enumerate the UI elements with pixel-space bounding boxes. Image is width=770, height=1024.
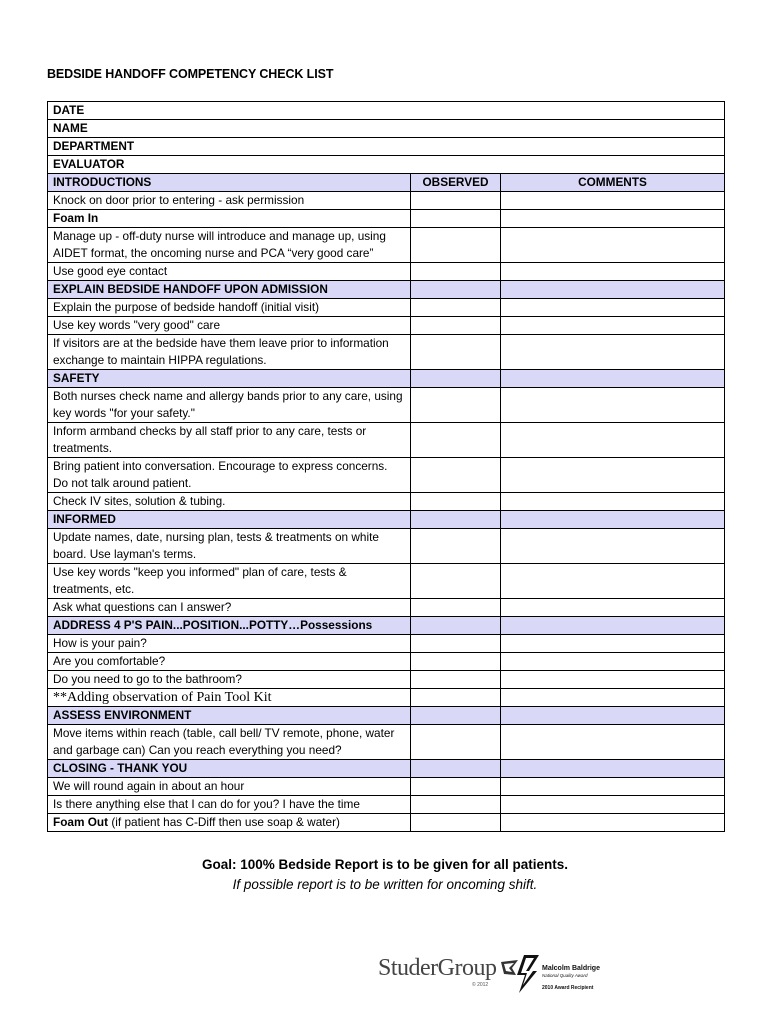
checklist-item-row (48, 423, 725, 458)
observed-header-empty (411, 617, 501, 635)
comments-cell[interactable] (501, 299, 725, 317)
info-row (48, 102, 725, 120)
comments-cell[interactable] (501, 689, 725, 707)
comments-cell[interactable] (501, 263, 725, 281)
checklist-item (48, 796, 411, 814)
comments-header-empty (501, 511, 725, 529)
item-bold-text: Foam Out (53, 815, 109, 829)
section-heading: INTRODUCTIONS (48, 174, 411, 192)
observed-cell[interactable] (411, 458, 501, 493)
observed-header-empty (411, 707, 501, 725)
section-header-row (48, 281, 725, 299)
observed-header: OBSERVED (411, 174, 501, 192)
observed-cell[interactable] (411, 299, 501, 317)
checklist-item-row (48, 564, 725, 599)
item-text: (if patient has C-Diff then use soap & water) (108, 815, 340, 829)
observed-cell[interactable] (411, 635, 501, 653)
comments-cell[interactable] (501, 778, 725, 796)
checklist-item-row (48, 814, 725, 832)
studer-group-logo: StuderGroup (378, 955, 497, 981)
observed-header-empty (411, 281, 501, 299)
checklist-item (48, 671, 411, 689)
checklist-item-row (48, 299, 725, 317)
observed-cell[interactable] (411, 778, 501, 796)
comments-cell[interactable] (501, 599, 725, 617)
info-field-label: EVALUATOR (48, 156, 725, 174)
item-text: Explain the purpose of bedside handoff (initial visit) (53, 300, 320, 314)
item-text: Knock on door prior to entering - ask permission (53, 193, 305, 207)
section-heading: ADDRESS 4 P'S PAIN...POSITION...POTTY…Possessions (48, 617, 411, 635)
checklist-item-row (48, 458, 725, 493)
checklist-item (48, 458, 411, 493)
checklist-item-row (48, 210, 725, 228)
section-heading: SAFETY (48, 370, 411, 388)
comments-header-empty (501, 707, 725, 725)
award-subtitle: National Quality Award (542, 973, 588, 978)
comments-cell[interactable] (501, 388, 725, 423)
comments-cell[interactable] (501, 671, 725, 689)
checklist-body (48, 102, 725, 832)
observed-cell[interactable] (411, 689, 501, 707)
item-text: Check IV sites, solution & tubing. (53, 494, 226, 508)
checklist-item (48, 299, 411, 317)
item-text: Both nurses check name and allergy bands prior to any care, using key words "for your safety." (53, 389, 403, 420)
observed-cell[interactable] (411, 725, 501, 760)
checklist-item (48, 335, 411, 370)
checklist-item (48, 635, 411, 653)
checklist-item (48, 564, 411, 599)
checklist-item-row (48, 599, 725, 617)
observed-cell[interactable] (411, 423, 501, 458)
comments-cell[interactable] (501, 192, 725, 210)
comments-cell[interactable] (501, 725, 725, 760)
checklist-table (47, 101, 725, 832)
baldrige-award-icon (515, 955, 539, 993)
observed-cell[interactable] (411, 814, 501, 832)
info-row (48, 138, 725, 156)
checklist-item (48, 653, 411, 671)
observed-cell[interactable] (411, 564, 501, 599)
observed-cell[interactable] (411, 192, 501, 210)
comments-cell[interactable] (501, 228, 725, 263)
checklist-item-row (48, 529, 725, 564)
checklist-item (48, 388, 411, 423)
goal-substatement: If possible report is to be written for oncoming shift. (232, 877, 538, 892)
info-field-label: NAME (48, 120, 725, 138)
award-year: 2010 Award Recipient (542, 985, 594, 991)
goal-statement: Goal: 100% Bedside Report is to be given for all patients. (201, 857, 569, 872)
checklist-item-row (48, 388, 725, 423)
checklist-item-row (48, 796, 725, 814)
section-header-row (48, 760, 725, 778)
checklist-item (48, 689, 411, 707)
checklist-item-row (48, 778, 725, 796)
info-row (48, 156, 725, 174)
section-heading: ASSESS ENVIRONMENT (48, 707, 411, 725)
comments-cell[interactable] (501, 653, 725, 671)
comments-header-empty (501, 617, 725, 635)
section-heading: INFORMED (48, 511, 411, 529)
item-text: Update names, date, nursing plan, tests & treatments on white board. Use layman's terms. (53, 530, 379, 561)
checklist-item (48, 814, 411, 832)
observed-cell[interactable] (411, 493, 501, 511)
comments-header-empty (501, 281, 725, 299)
checklist-item-row (48, 263, 725, 281)
info-row (48, 120, 725, 138)
award-name: Malcolm Baldrige (542, 965, 600, 972)
item-text: Bring patient into conversation. Encourage to express concerns. Do not talk around patient. (53, 459, 388, 490)
section-heading: CLOSING - THANK YOU (48, 760, 411, 778)
item-text: Use key words "keep you informed" plan of care, tests & treatments, etc. (53, 565, 347, 596)
observed-header-empty (411, 760, 501, 778)
comments-cell[interactable] (501, 317, 725, 335)
comments-header-empty (501, 760, 725, 778)
observed-cell[interactable] (411, 228, 501, 263)
checklist-item-row (48, 689, 725, 707)
checklist-item-row (48, 228, 725, 263)
observed-cell[interactable] (411, 317, 501, 335)
comments-cell[interactable] (501, 635, 725, 653)
checklist-item-row (48, 493, 725, 511)
comments-cell[interactable] (501, 814, 725, 832)
observed-cell[interactable] (411, 388, 501, 423)
item-text: Are you comfortable? (53, 654, 166, 668)
item-text: We will round again in about an hour (53, 779, 245, 793)
observed-cell[interactable] (411, 335, 501, 370)
item-text: How is your pain? (53, 636, 147, 650)
copyright: © 2012 (472, 982, 489, 988)
checklist-item-row (48, 317, 725, 335)
checklist-item (48, 317, 411, 335)
observed-cell[interactable] (411, 796, 501, 814)
checklist-item (48, 778, 411, 796)
item-text: Use good eye contact (53, 264, 168, 278)
section-header-row (48, 511, 725, 529)
item-note-text: **Adding observation of Pain Tool Kit (53, 690, 272, 705)
item-text: Do you need to go to the bathroom? (53, 672, 242, 686)
observed-header-empty (411, 511, 501, 529)
section-heading: EXPLAIN BEDSIDE HANDOFF UPON ADMISSION (48, 281, 411, 299)
item-text: Inform armband checks by all staff prior to any care, tests or treatments. (53, 424, 367, 455)
comments-cell[interactable] (501, 564, 725, 599)
checklist-item-row (48, 671, 725, 689)
checklist-item-row (48, 725, 725, 760)
checklist-item (48, 192, 411, 210)
observed-header-empty (411, 370, 501, 388)
observed-cell[interactable] (411, 671, 501, 689)
comments-cell[interactable] (501, 210, 725, 228)
checklist-item-row (48, 635, 725, 653)
checklist-item (48, 228, 411, 263)
item-text: Move items within reach (table, call bell/ TV remote, phone, water and garbage can) Can you reach everything you need? (53, 726, 395, 757)
checklist-item (48, 423, 411, 458)
observed-cell[interactable] (411, 263, 501, 281)
checklist-item-row (48, 192, 725, 210)
checklist-item (48, 493, 411, 511)
checklist-item-row (48, 335, 725, 370)
info-field-label: DATE (48, 102, 725, 120)
observed-cell[interactable] (411, 599, 501, 617)
observed-cell[interactable] (411, 210, 501, 228)
checklist-item (48, 725, 411, 760)
section-header-row (48, 174, 725, 192)
observed-cell[interactable] (411, 653, 501, 671)
checklist-item (48, 263, 411, 281)
item-text: If visitors are at the bedside have them leave prior to information exchange to maintain HIPPA regulations. (53, 336, 389, 367)
info-field-label: DEPARTMENT (48, 138, 725, 156)
comments-cell[interactable] (501, 335, 725, 370)
checklist-item (48, 529, 411, 564)
comments-header-empty (501, 370, 725, 388)
item-bold-text: Foam In (53, 211, 99, 225)
page-title: BEDSIDE HANDOFF COMPETENCY CHECK LIST (47, 67, 334, 81)
comments-cell[interactable] (501, 423, 725, 458)
item-text: Manage up - off-duty nurse will introduce and manage up, using AIDET format, the oncoming nurse and PCA “very good care” (53, 229, 386, 260)
comments-cell[interactable] (501, 493, 725, 511)
baldrige-award-text (542, 965, 600, 992)
item-text: Use key words "very good" care (53, 318, 221, 332)
checklist-item (48, 210, 411, 228)
observed-cell[interactable] (411, 529, 501, 564)
comments-cell[interactable] (501, 796, 725, 814)
checklist-item-row (48, 653, 725, 671)
item-text: Is there anything else that I can do for you? I have the time (53, 797, 360, 811)
item-text: Ask what questions can I answer? (53, 600, 232, 614)
section-header-row (48, 707, 725, 725)
comments-cell[interactable] (501, 458, 725, 493)
comments-cell[interactable] (501, 529, 725, 564)
comments-header: COMMENTS (501, 174, 725, 192)
section-header-row (48, 370, 725, 388)
section-header-row (48, 617, 725, 635)
checklist-item (48, 599, 411, 617)
